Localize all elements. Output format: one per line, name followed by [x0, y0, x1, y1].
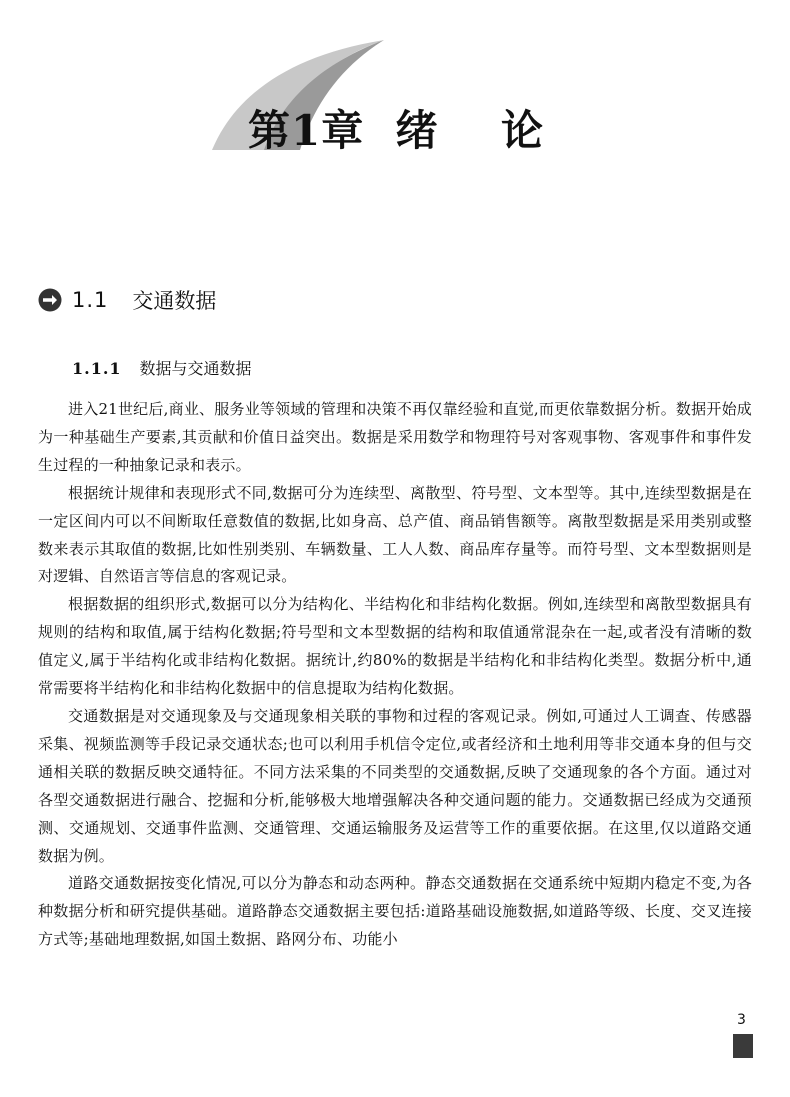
- page-number: 3: [737, 1012, 746, 1028]
- subsection-title: 数据与交通数据: [139, 359, 252, 378]
- subsection-heading: [72, 356, 252, 379]
- subsection-number: 1.1.1: [72, 359, 122, 378]
- paragraph: 根据数据的组织形式,数据可以分为结构化、半结构化和非结构化数据。例如,连续型和离散型数据具有规则的结构和取值,属于结构化数据;符号型和文本型数据的结构和取值通常混杂在一起,或者没有清晰的数值定义,属于半结构化或非结构化数据。据统计,约80%的数据是半结构化和非结构化类型。数据分析中,通常需要将半结构化和非结构化数据中的信息提取为结构化数据。: [38, 595, 752, 698]
- arrow-circle-icon: [38, 288, 62, 312]
- paragraph: 进入21世纪后,商业、服务业等领域的管理和决策不再仅靠经验和直觉,而更依靠数据分析。数据开始成为一种基础生产要素,其贡献和价值日益突出。数据是采用数学和物理符号对客观事物、客观事件和事件发生过程的一种抽象记录和表示。: [38, 400, 752, 474]
- body-text: [38, 396, 752, 954]
- paragraph: 交通数据是对交通现象及与交通现象相关联的事物和过程的客观记录。例如,可通过人工调查、传感器采集、视频监测等手段记录交通状态;也可以利用手机信令定位,或者经济和土地利用等非交通本身的但与交通相关联的数据反映交通特征。不同方法采集的不同类型的交通数据,反映了交通现象的各个方面。通过对各型交通数据进行融合、挖掘和分析,能够极大地增强解决各种交通问题的能力。交通数据已经成为交通预测、交通规划、交通事件监测、交通管理、交通运输服务及运营等工作的重要依据。在这里,仅以道路交通数据为例。: [38, 706, 752, 865]
- section-number: 1.1: [72, 288, 109, 312]
- page-marker: [733, 1034, 753, 1058]
- paragraph: 根据统计规律和表现形式不同,数据可分为连续型、离散型、符号型、文本型等。其中,连续型数据是在一定区间内可以不间断取任意数值的数据,比如身高、总产值、商品销售额等。离散型数据是采用类别或整数来表示其取值的数据,比如性别类别、车辆数量、工人人数、商品库存量等。而符号型、文本型数据则是对逻辑、自然语言等信息的客观记录。: [38, 483, 752, 586]
- paragraph: 道路交通数据按变化情况,可以分为静态和动态两种。静态交通数据在交通系统中短期内稳定不变,为各种数据分析和研究提供基础。道路静态交通数据主要包括:道路基础设施数据,如道路等级、长度、交叉连接方式等;基础地理数据,如国土数据、路网分布、功能小: [38, 874, 752, 949]
- chapter-title: 第1章 绪 论: [248, 106, 544, 155]
- section-heading: [38, 285, 216, 315]
- section-title: 交通数据: [132, 289, 217, 313]
